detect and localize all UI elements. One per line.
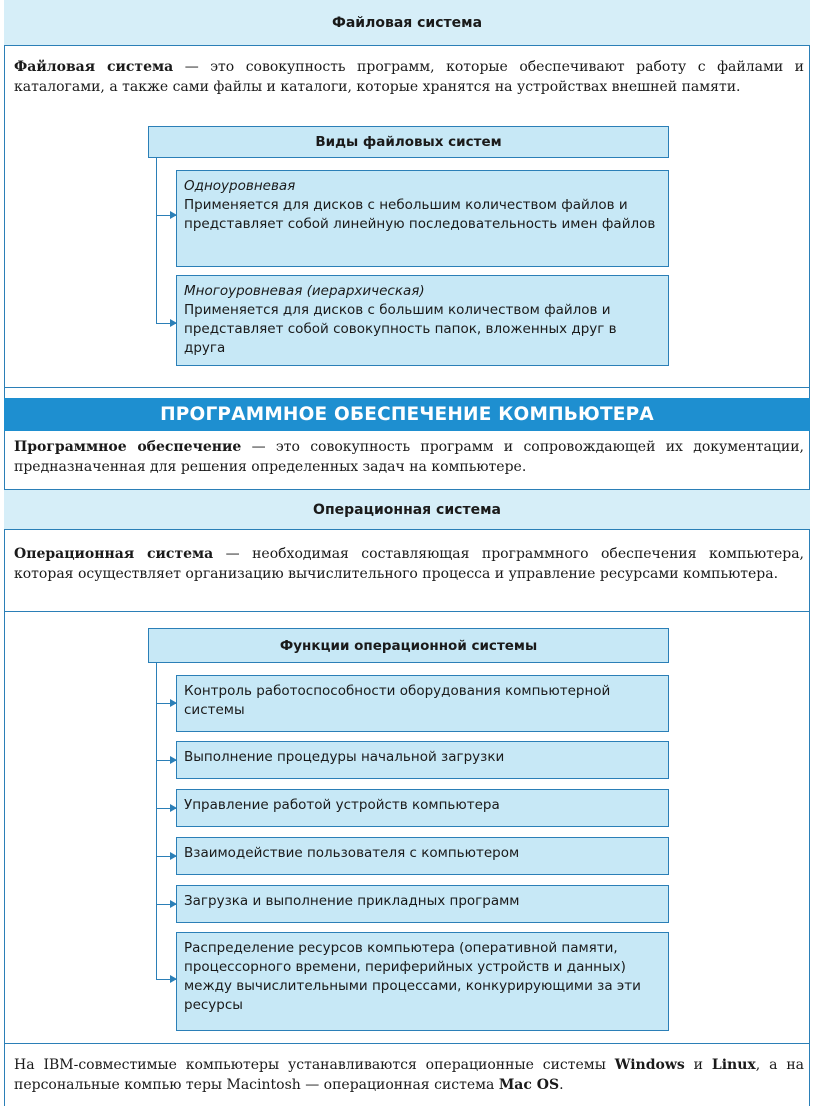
file-system-def-text: — это совокупность программ, которые обеспечивают работу с файлами и каталогами, а также сами файлы и каталоги, которые хранятся на устройствах внешней памяти. bbox=[14, 59, 804, 95]
fs-type-box bbox=[176, 170, 669, 267]
os-function-text: Контроль работоспособности оборудования компьютерной системы bbox=[184, 683, 611, 718]
section-divider bbox=[4, 611, 810, 612]
os-note-windows: Windows bbox=[614, 1057, 685, 1073]
os-function-text: Управление работой устройств компьютера bbox=[184, 797, 500, 813]
arrow-icon bbox=[156, 808, 176, 809]
os-function-item bbox=[176, 885, 669, 923]
fs-type-box bbox=[176, 275, 669, 366]
section-divider bbox=[4, 387, 810, 388]
arrow-icon bbox=[156, 215, 176, 216]
os-header-text: Операционная система bbox=[313, 501, 501, 518]
arrow-icon bbox=[156, 760, 176, 761]
file-system-header-text: Файловая система bbox=[331, 14, 483, 31]
os-functions-title bbox=[148, 628, 669, 663]
software-term: Программное обеспечение bbox=[14, 439, 242, 455]
fs-types-connector bbox=[156, 158, 157, 324]
os-function-item bbox=[176, 837, 669, 875]
os-note-mid: , а на персональные компью теры Macintosh — операционная система bbox=[14, 1057, 805, 1093]
os-header bbox=[4, 489, 810, 530]
file-system-header bbox=[4, 0, 810, 46]
software-def-text: — это совокупность программ и сопровождающей их документации, предназначенная для решения определенных задач на компьютере. bbox=[14, 439, 804, 475]
software-banner-text: ПРОГРАММНОЕ ОБЕСПЕЧЕНИЕ КОМПЬЮТЕРА bbox=[160, 404, 654, 425]
fs-type-text: Применяется для дисков с небольшим количеством файлов и представляет собой линейную последовательность имен файлов bbox=[184, 197, 656, 232]
fs-type-text: Применяется для дисков с большим количеством файлов и представляет собой совокупность папок, вложенных друг в друга bbox=[184, 302, 617, 356]
fs-type-name: Многоуровневая (иерархическая) bbox=[184, 283, 425, 299]
os-note-end: . bbox=[559, 1077, 564, 1093]
os-note-macos: Mac OS bbox=[498, 1077, 560, 1093]
fs-type-name: Одноуровневая bbox=[184, 178, 296, 194]
os-note-and: и bbox=[684, 1057, 712, 1073]
os-note-linux: Linux bbox=[711, 1057, 756, 1073]
file-system-definition bbox=[14, 57, 804, 97]
arrow-icon bbox=[156, 856, 176, 857]
os-definition bbox=[14, 544, 804, 584]
section-divider bbox=[4, 1043, 810, 1044]
fs-types-title-text: Виды файловых систем bbox=[315, 134, 502, 150]
os-note bbox=[14, 1055, 804, 1095]
os-function-item bbox=[176, 789, 669, 827]
os-function-text: Загрузка и выполнение прикладных программ bbox=[184, 893, 520, 909]
os-functions-title-text: Функции операционной системы bbox=[279, 637, 538, 654]
os-function-text: Распределение ресурсов компьютера (оперативной памяти, процессорного времени, периферийных устройств и данных) между вычислительными процессами, конкурирующими за эти ресурсы bbox=[184, 940, 641, 1013]
arrow-icon bbox=[156, 979, 176, 980]
os-functions-connector bbox=[156, 663, 157, 980]
arrow-icon bbox=[156, 323, 176, 324]
software-definition bbox=[14, 437, 804, 477]
os-function-item bbox=[176, 741, 669, 779]
os-function-item bbox=[176, 932, 669, 1031]
os-note-pre: На IBM-совместимые компьютеры устанавливаются операционные системы bbox=[14, 1057, 615, 1073]
os-function-text: Выполнение процедуры начальной загрузки bbox=[184, 749, 505, 765]
os-function-text: Взаимодействие пользователя с компьютером bbox=[184, 845, 520, 861]
arrow-icon bbox=[156, 703, 176, 704]
os-term: Операционная система bbox=[14, 546, 214, 562]
fs-types-title bbox=[148, 126, 669, 158]
arrow-icon bbox=[156, 904, 176, 905]
os-def-text: — необходимая составляющая программного обеспечения компьютера, которая осуществляет организацию вычислительного процесса и управление ресурсами компьютера. bbox=[14, 546, 804, 582]
file-system-term: Файловая система bbox=[14, 59, 174, 75]
software-banner bbox=[4, 398, 810, 431]
os-function-item bbox=[176, 675, 669, 732]
